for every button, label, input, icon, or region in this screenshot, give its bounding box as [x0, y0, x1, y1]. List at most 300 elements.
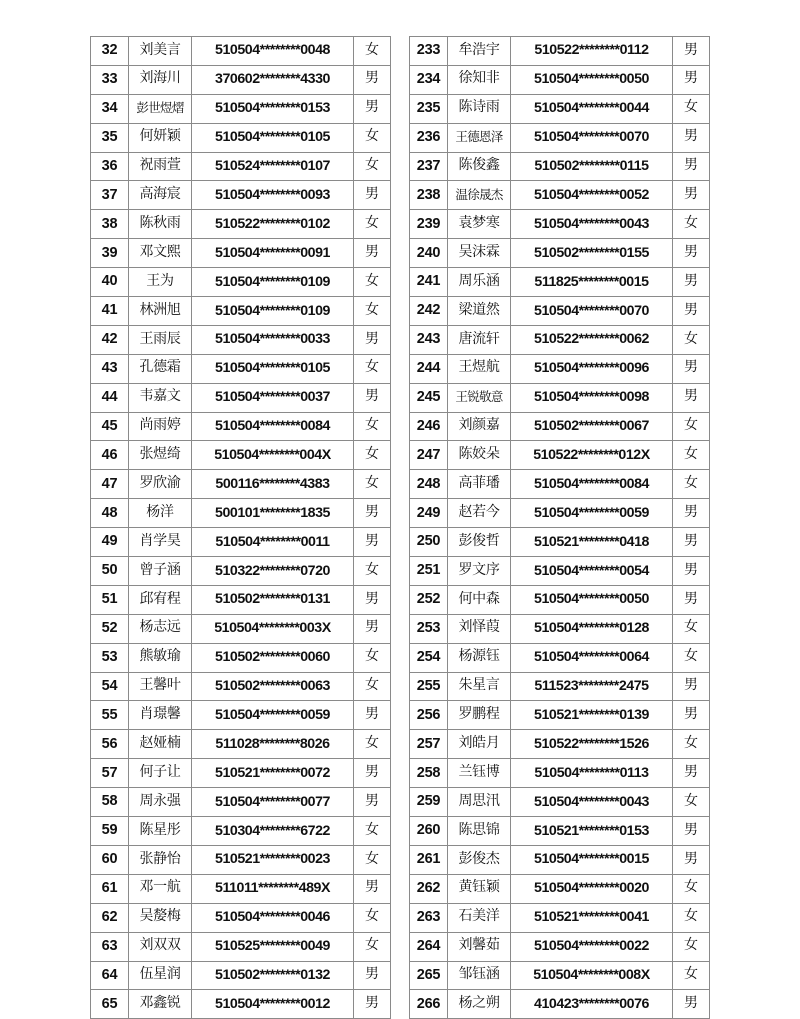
table-row — [410, 210, 710, 239]
cell-gender: 男 — [354, 585, 391, 614]
cell-person-name: 张静怡 — [129, 845, 192, 874]
cell-person-name: 王馨叶 — [129, 672, 192, 701]
cell-sequence-number: 260 — [410, 817, 448, 846]
cell-sequence-number: 265 — [410, 961, 448, 990]
column-gutter — [391, 36, 409, 37]
cell-id-number-masked: 510522********1526 — [511, 730, 673, 759]
cell-gender: 女 — [673, 441, 710, 470]
table-row — [91, 239, 391, 268]
cell-gender: 女 — [673, 210, 710, 239]
table-row — [410, 961, 710, 990]
cell-id-number-masked: 510504********0043 — [511, 788, 673, 817]
cell-id-number-masked: 510504********0015 — [511, 845, 673, 874]
cell-id-number-masked: 510504********0098 — [511, 383, 673, 412]
cell-sequence-number: 245 — [410, 383, 448, 412]
table-row — [410, 614, 710, 643]
cell-gender: 女 — [354, 123, 391, 152]
cell-person-name: 温徐晟杰 — [448, 181, 511, 210]
cell-gender: 女 — [354, 817, 391, 846]
cell-id-number-masked: 510521********0041 — [511, 903, 673, 932]
table-row — [410, 585, 710, 614]
cell-sequence-number: 55 — [91, 701, 129, 730]
cell-gender: 男 — [673, 354, 710, 383]
table-row — [410, 412, 710, 441]
cell-gender: 男 — [354, 94, 391, 123]
table-row — [91, 845, 391, 874]
cell-person-name: 高菲璠 — [448, 470, 511, 499]
cell-sequence-number: 266 — [410, 990, 448, 1019]
cell-sequence-number: 248 — [410, 470, 448, 499]
table-row — [91, 152, 391, 181]
table-row — [91, 903, 391, 932]
cell-id-number-masked: 510504********0043 — [511, 210, 673, 239]
table-row — [410, 759, 710, 788]
cell-id-number-masked: 510504********0022 — [511, 932, 673, 961]
cell-sequence-number: 240 — [410, 239, 448, 268]
cell-id-number-masked: 510504********0084 — [511, 470, 673, 499]
cell-gender: 男 — [673, 528, 710, 557]
cell-person-name: 袁梦寒 — [448, 210, 511, 239]
cell-id-number-masked: 510504********0050 — [511, 585, 673, 614]
table-row — [91, 759, 391, 788]
table-row — [410, 672, 710, 701]
cell-person-name: 赵若今 — [448, 499, 511, 528]
cell-person-name: 肖璟馨 — [129, 701, 192, 730]
cell-sequence-number: 263 — [410, 903, 448, 932]
cell-sequence-number: 44 — [91, 383, 129, 412]
cell-id-number-masked: 510504********0070 — [511, 297, 673, 326]
cell-person-name: 唐流轩 — [448, 325, 511, 354]
cell-person-name: 刘颜嘉 — [448, 412, 511, 441]
cell-gender: 女 — [354, 268, 391, 297]
cell-gender: 男 — [673, 845, 710, 874]
cell-gender: 男 — [673, 759, 710, 788]
cell-id-number-masked: 510504********0153 — [192, 94, 354, 123]
cell-person-name: 牟浩宇 — [448, 37, 511, 66]
cell-gender: 男 — [673, 557, 710, 586]
cell-gender: 男 — [673, 239, 710, 268]
table-row — [91, 730, 391, 759]
table-row — [410, 874, 710, 903]
cell-sequence-number: 45 — [91, 412, 129, 441]
cell-person-name: 何妍颖 — [129, 123, 192, 152]
cell-sequence-number: 39 — [91, 239, 129, 268]
table-row — [410, 990, 710, 1019]
cell-sequence-number: 243 — [410, 325, 448, 354]
cell-id-number-masked: 510502********0067 — [511, 412, 673, 441]
cell-id-number-masked: 511028********8026 — [192, 730, 354, 759]
cell-person-name: 刘海川 — [129, 65, 192, 94]
cell-sequence-number: 241 — [410, 268, 448, 297]
table-row — [410, 499, 710, 528]
cell-person-name: 王锐敬意 — [448, 383, 511, 412]
cell-sequence-number: 63 — [91, 932, 129, 961]
cell-id-number-masked: 510504********0096 — [511, 354, 673, 383]
table-row — [410, 730, 710, 759]
cell-gender: 男 — [673, 585, 710, 614]
cell-person-name: 梁道然 — [448, 297, 511, 326]
table-row — [91, 470, 391, 499]
cell-person-name: 曾子涵 — [129, 557, 192, 586]
cell-person-name: 吴沫霖 — [448, 239, 511, 268]
cell-sequence-number: 35 — [91, 123, 129, 152]
cell-id-number-masked: 510504********0128 — [511, 614, 673, 643]
cell-gender: 女 — [673, 470, 710, 499]
cell-id-number-masked: 510502********0115 — [511, 152, 673, 181]
cell-id-number-masked: 510504********0109 — [192, 268, 354, 297]
cell-sequence-number: 33 — [91, 65, 129, 94]
table-row — [91, 788, 391, 817]
cell-person-name: 彭俊杰 — [448, 845, 511, 874]
cell-gender: 男 — [673, 990, 710, 1019]
cell-id-number-masked: 510504********0109 — [192, 297, 354, 326]
cell-person-name: 罗欣渝 — [129, 470, 192, 499]
table-row — [91, 990, 391, 1019]
cell-gender: 男 — [673, 297, 710, 326]
cell-sequence-number: 41 — [91, 297, 129, 326]
cell-gender: 男 — [673, 268, 710, 297]
cell-gender: 女 — [354, 210, 391, 239]
cell-gender: 女 — [354, 672, 391, 701]
cell-person-name: 陈俊鑫 — [448, 152, 511, 181]
cell-person-name: 周乐涵 — [448, 268, 511, 297]
cell-id-number-masked: 510502********0132 — [192, 961, 354, 990]
cell-sequence-number: 238 — [410, 181, 448, 210]
cell-gender: 女 — [354, 903, 391, 932]
table-row — [410, 817, 710, 846]
cell-sequence-number: 242 — [410, 297, 448, 326]
cell-id-number-masked: 370602********4330 — [192, 65, 354, 94]
cell-sequence-number: 264 — [410, 932, 448, 961]
cell-sequence-number: 234 — [410, 65, 448, 94]
cell-person-name: 王德恩泽 — [448, 123, 511, 152]
cell-sequence-number: 42 — [91, 325, 129, 354]
cell-gender: 女 — [354, 412, 391, 441]
cell-person-name: 吴嫠梅 — [129, 903, 192, 932]
cell-gender: 女 — [673, 932, 710, 961]
cell-sequence-number: 59 — [91, 817, 129, 846]
cell-gender: 男 — [673, 181, 710, 210]
cell-sequence-number: 233 — [410, 37, 448, 66]
cell-gender: 男 — [673, 383, 710, 412]
cell-id-number-masked: 510502********0060 — [192, 643, 354, 672]
cell-gender: 女 — [673, 961, 710, 990]
cell-sequence-number: 40 — [91, 268, 129, 297]
cell-id-number-masked: 510502********0131 — [192, 585, 354, 614]
cell-id-number-masked: 510502********0155 — [511, 239, 673, 268]
cell-sequence-number: 36 — [91, 152, 129, 181]
table-row — [410, 845, 710, 874]
cell-id-number-masked: 510521********0139 — [511, 701, 673, 730]
cell-sequence-number: 51 — [91, 585, 129, 614]
cell-person-name: 陈诗雨 — [448, 94, 511, 123]
cell-person-name: 熊敏瑜 — [129, 643, 192, 672]
table-row — [410, 239, 710, 268]
cell-id-number-masked: 510521********0023 — [192, 845, 354, 874]
table-row — [410, 123, 710, 152]
cell-gender: 男 — [354, 788, 391, 817]
table-row — [410, 903, 710, 932]
cell-id-number-masked: 510522********0112 — [511, 37, 673, 66]
cell-person-name: 兰钰博 — [448, 759, 511, 788]
table-row — [410, 268, 710, 297]
cell-gender: 女 — [673, 874, 710, 903]
cell-sequence-number: 247 — [410, 441, 448, 470]
cell-id-number-masked: 510502********0063 — [192, 672, 354, 701]
cell-sequence-number: 48 — [91, 499, 129, 528]
cell-person-name: 肖学昊 — [129, 528, 192, 557]
table-row — [410, 37, 710, 66]
cell-person-name: 刘馨茹 — [448, 932, 511, 961]
cell-sequence-number: 236 — [410, 123, 448, 152]
cell-gender: 女 — [354, 354, 391, 383]
cell-sequence-number: 32 — [91, 37, 129, 66]
table-row — [91, 672, 391, 701]
cell-person-name: 罗文序 — [448, 557, 511, 586]
cell-sequence-number: 43 — [91, 354, 129, 383]
cell-sequence-number: 257 — [410, 730, 448, 759]
cell-id-number-masked: 510504********0046 — [192, 903, 354, 932]
roster-table-right-body — [410, 37, 710, 1019]
cell-person-name: 林洲旭 — [129, 297, 192, 326]
table-row — [410, 181, 710, 210]
cell-sequence-number: 61 — [91, 874, 129, 903]
cell-gender: 男 — [354, 528, 391, 557]
cell-person-name: 杨之朔 — [448, 990, 511, 1019]
cell-sequence-number: 252 — [410, 585, 448, 614]
cell-gender: 女 — [354, 730, 391, 759]
cell-sequence-number: 251 — [410, 557, 448, 586]
cell-gender: 男 — [673, 701, 710, 730]
cell-person-name: 周永强 — [129, 788, 192, 817]
table-row — [91, 383, 391, 412]
cell-sequence-number: 239 — [410, 210, 448, 239]
cell-sequence-number: 258 — [410, 759, 448, 788]
cell-person-name: 王煜航 — [448, 354, 511, 383]
table-row — [91, 210, 391, 239]
cell-person-name: 刘双双 — [129, 932, 192, 961]
table-row — [91, 94, 391, 123]
cell-gender: 女 — [354, 557, 391, 586]
cell-sequence-number: 254 — [410, 643, 448, 672]
cell-person-name: 尚雨婷 — [129, 412, 192, 441]
cell-sequence-number: 50 — [91, 557, 129, 586]
table-row — [91, 557, 391, 586]
cell-id-number-masked: 511011********489X — [192, 874, 354, 903]
cell-id-number-masked: 510524********0107 — [192, 152, 354, 181]
cell-sequence-number: 52 — [91, 614, 129, 643]
cell-gender: 男 — [354, 181, 391, 210]
cell-gender: 男 — [354, 325, 391, 354]
cell-sequence-number: 244 — [410, 354, 448, 383]
table-row — [91, 701, 391, 730]
cell-person-name: 邱宥程 — [129, 585, 192, 614]
cell-sequence-number: 62 — [91, 903, 129, 932]
table-row — [410, 383, 710, 412]
cell-gender: 男 — [673, 152, 710, 181]
cell-gender: 女 — [354, 845, 391, 874]
cell-sequence-number: 38 — [91, 210, 129, 239]
cell-gender: 女 — [354, 470, 391, 499]
cell-gender: 男 — [673, 672, 710, 701]
cell-id-number-masked: 410423********0076 — [511, 990, 673, 1019]
cell-id-number-masked: 510504********0020 — [511, 874, 673, 903]
table-row — [91, 528, 391, 557]
cell-sequence-number: 262 — [410, 874, 448, 903]
roster-table-left-body — [91, 37, 391, 1019]
table-row — [91, 643, 391, 672]
cell-id-number-masked: 510521********0072 — [192, 759, 354, 788]
cell-gender: 男 — [354, 499, 391, 528]
cell-id-number-masked: 510504********0059 — [192, 701, 354, 730]
cell-id-number-masked: 510522********012X — [511, 441, 673, 470]
cell-id-number-masked: 510522********0102 — [192, 210, 354, 239]
cell-gender: 女 — [354, 37, 391, 66]
cell-person-name: 石美洋 — [448, 903, 511, 932]
cell-sequence-number: 37 — [91, 181, 129, 210]
cell-sequence-number: 54 — [91, 672, 129, 701]
table-row — [91, 37, 391, 66]
cell-id-number-masked: 510521********0418 — [511, 528, 673, 557]
cell-person-name: 何子让 — [129, 759, 192, 788]
cell-gender: 女 — [354, 932, 391, 961]
cell-person-name: 徐知非 — [448, 65, 511, 94]
cell-person-name: 陈思锦 — [448, 817, 511, 846]
table-row — [410, 354, 710, 383]
cell-person-name: 彭俊哲 — [448, 528, 511, 557]
cell-id-number-masked: 510504********0064 — [511, 643, 673, 672]
cell-id-number-masked: 510504********0048 — [192, 37, 354, 66]
cell-person-name: 陈姣朵 — [448, 441, 511, 470]
cell-person-name: 邓一航 — [129, 874, 192, 903]
cell-gender: 女 — [673, 730, 710, 759]
cell-person-name: 杨志远 — [129, 614, 192, 643]
cell-gender: 女 — [354, 297, 391, 326]
cell-id-number-masked: 511523********2475 — [511, 672, 673, 701]
cell-id-number-masked: 510504********0093 — [192, 181, 354, 210]
table-row — [91, 932, 391, 961]
cell-person-name: 高海宸 — [129, 181, 192, 210]
cell-gender: 男 — [354, 614, 391, 643]
table-row — [410, 643, 710, 672]
cell-sequence-number: 246 — [410, 412, 448, 441]
cell-id-number-masked: 510504********0054 — [511, 557, 673, 586]
cell-person-name: 孔德霜 — [129, 354, 192, 383]
cell-sequence-number: 249 — [410, 499, 448, 528]
cell-sequence-number: 64 — [91, 961, 129, 990]
table-row — [410, 152, 710, 181]
cell-gender: 男 — [673, 65, 710, 94]
cell-id-number-masked: 510521********0153 — [511, 817, 673, 846]
table-row — [91, 268, 391, 297]
table-row — [91, 961, 391, 990]
table-row — [91, 614, 391, 643]
cell-person-name: 邹钰涵 — [448, 961, 511, 990]
table-row — [91, 585, 391, 614]
cell-sequence-number: 56 — [91, 730, 129, 759]
cell-person-name: 邓文熙 — [129, 239, 192, 268]
cell-id-number-masked: 510504********0044 — [511, 94, 673, 123]
cell-id-number-masked: 500116********4383 — [192, 470, 354, 499]
cell-id-number-masked: 510322********0720 — [192, 557, 354, 586]
cell-id-number-masked: 510504********0012 — [192, 990, 354, 1019]
cell-id-number-masked: 500101********1835 — [192, 499, 354, 528]
cell-sequence-number: 58 — [91, 788, 129, 817]
cell-gender: 男 — [354, 874, 391, 903]
table-row — [91, 297, 391, 326]
cell-gender: 男 — [354, 239, 391, 268]
cell-sequence-number: 253 — [410, 614, 448, 643]
cell-gender: 女 — [673, 643, 710, 672]
cell-id-number-masked: 510504********0077 — [192, 788, 354, 817]
cell-id-number-masked: 510504********0052 — [511, 181, 673, 210]
cell-person-name: 何中森 — [448, 585, 511, 614]
cell-person-name: 刘皓月 — [448, 730, 511, 759]
table-row — [410, 94, 710, 123]
cell-id-number-masked: 511825********0015 — [511, 268, 673, 297]
cell-gender: 女 — [673, 94, 710, 123]
cell-person-name: 黄钰颖 — [448, 874, 511, 903]
cell-sequence-number: 235 — [410, 94, 448, 123]
cell-id-number-masked: 510504********0037 — [192, 383, 354, 412]
cell-id-number-masked: 510504********0059 — [511, 499, 673, 528]
table-row — [410, 557, 710, 586]
cell-person-name: 伍星润 — [129, 961, 192, 990]
cell-id-number-masked: 510525********0049 — [192, 932, 354, 961]
cell-gender: 男 — [354, 961, 391, 990]
table-row — [91, 65, 391, 94]
cell-person-name: 韦嘉文 — [129, 383, 192, 412]
table-row — [91, 123, 391, 152]
table-row — [91, 412, 391, 441]
cell-id-number-masked: 510522********0062 — [511, 325, 673, 354]
table-row — [410, 788, 710, 817]
table-row — [410, 701, 710, 730]
cell-person-name: 陈星彤 — [129, 817, 192, 846]
cell-sequence-number: 60 — [91, 845, 129, 874]
cell-gender: 男 — [673, 817, 710, 846]
cell-person-name: 王雨辰 — [129, 325, 192, 354]
cell-id-number-masked: 510504********0091 — [192, 239, 354, 268]
cell-gender: 男 — [354, 65, 391, 94]
table-row — [91, 817, 391, 846]
cell-id-number-masked: 510504********008X — [511, 961, 673, 990]
cell-person-name: 张煜绮 — [129, 441, 192, 470]
cell-id-number-masked: 510504********0113 — [511, 759, 673, 788]
cell-sequence-number: 237 — [410, 152, 448, 181]
cell-sequence-number: 259 — [410, 788, 448, 817]
cell-gender: 女 — [354, 643, 391, 672]
cell-person-name: 杨洋 — [129, 499, 192, 528]
cell-gender: 男 — [354, 990, 391, 1019]
cell-gender: 女 — [673, 325, 710, 354]
cell-gender: 女 — [673, 412, 710, 441]
table-row — [410, 528, 710, 557]
cell-gender: 男 — [673, 123, 710, 152]
cell-gender: 女 — [354, 152, 391, 181]
cell-id-number-masked: 510504********0105 — [192, 123, 354, 152]
cell-gender: 女 — [673, 614, 710, 643]
table-row — [91, 499, 391, 528]
table-row — [410, 470, 710, 499]
table-row — [91, 441, 391, 470]
cell-gender: 女 — [354, 441, 391, 470]
cell-id-number-masked: 510504********0033 — [192, 325, 354, 354]
table-row — [410, 297, 710, 326]
cell-sequence-number: 47 — [91, 470, 129, 499]
cell-person-name: 陈秋雨 — [129, 210, 192, 239]
cell-id-number-masked: 510504********0070 — [511, 123, 673, 152]
